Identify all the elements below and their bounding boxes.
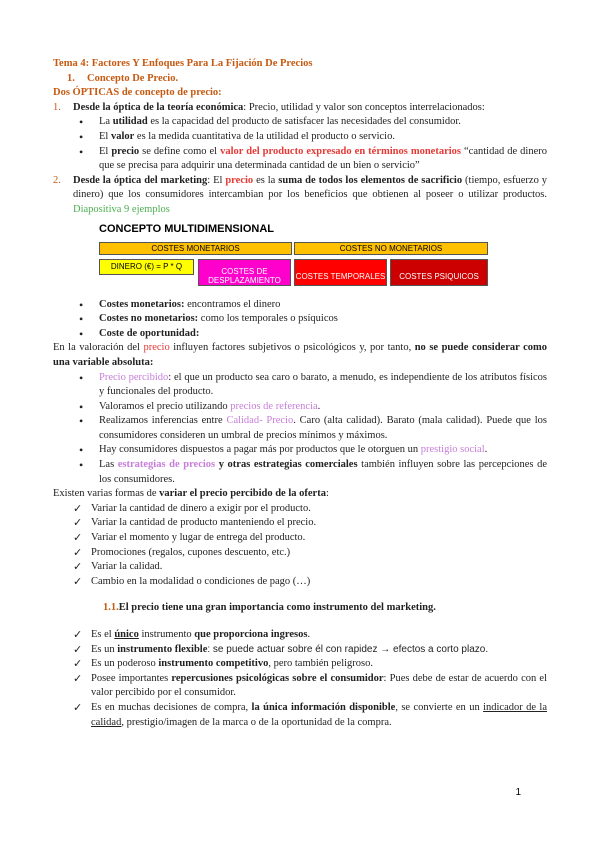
formas-intro: Existen varias formas de variar el precio percibido de la oferta:: [53, 488, 329, 500]
list-item: ✓ Promociones (regalos, cupones descuento, etc.): [53, 546, 547, 561]
costes-no-monetarios-box: COSTES NO MONETARIOS: [294, 242, 488, 255]
list-item: • Realizamos inferencias entre Calidad- Precio. Caro (alta calidad). Barato (mala calidad). Puede que los consumidores consideren un umbral de precios mínimos y máximos.: [53, 414, 547, 443]
list-item: ✓ Variar la cantidad de dinero a exigir por el producto.: [53, 502, 547, 517]
list-item: ✓ Variar la calidad.: [53, 560, 547, 575]
dos-opticas-heading: Dos ÓPTICAS de concepto de precio:: [53, 87, 222, 99]
list-item: • Coste de oportunidad:: [53, 327, 547, 342]
list-item: ✓ Posee importantes repercusiones psicológicas sobre el consumidor: Pues debe de estar de acuerdo con el valor percibido por el consumidor.: [53, 672, 547, 701]
costes-temporales-box: COSTES TEMPORALES: [294, 259, 387, 286]
dinero-box: DINERO (€) = P * Q: [99, 259, 194, 275]
list-item: • El precio se define como el valor del producto expresado en términos monetarios “cantidad de dinero que se precisa para adquirir una determinada cantidad de un bien o servicio”: [53, 145, 547, 174]
list-item: • Las estrategias de precios y otras estrategias comerciales también influyen sobre las percepciones de los consumidores.: [53, 458, 547, 487]
list-item: ✓ Variar el momento y lugar de entrega del producto.: [53, 531, 547, 546]
percibido-bullets: [53, 371, 547, 488]
document-page: [53, 57, 547, 730]
importancia-checklist: [53, 628, 547, 730]
costes-bullets: [53, 298, 547, 342]
formas-checklist: [53, 502, 547, 590]
list-item: ✓ Es un poderoso instrumento competitivo, pero también peligroso.: [53, 657, 547, 672]
optica-economica: 1. Desde la óptica de la teoría económica: Precio, utilidad y valor son conceptos interrelacionados:: [53, 101, 485, 113]
economica-bullets: [53, 115, 547, 173]
costes-psiquicos-box: COSTES PSIQUICOS: [390, 259, 488, 286]
diapositiva-note: Diapositiva 9 ejemplos: [73, 203, 170, 215]
list-item: • El valor es la medida cuantitativa de la utilidad el producto o servicio.: [53, 130, 547, 145]
list-item: • Hay consumidores dispuestos a pagar más por productos que le otorguen un prestigio social.: [53, 443, 547, 458]
list-item: ✓ Es un instrumento flexible: se puede actuar sobre él con rapidez → efectos a corto plazo.: [53, 643, 547, 658]
concepto-multidimensional-diagram: [53, 222, 547, 292]
page-number: 1: [515, 787, 521, 798]
list-item: • Valoramos el precio utilizando precios de referencia.: [53, 400, 547, 415]
costes-desplazamiento-box: COSTES DE DESPLAZAMIENTO: [198, 259, 291, 286]
list-item: • Costes no monetarios: como los temporales o psíquicos: [53, 312, 547, 327]
optica-marketing: 2. Desde la óptica del marketing: El precio es la suma de todos los elementos de sacrificio (tiempo, esfuerzo y dinero) que los consumidores intercambian por los beneficios que obtienen al poseer o utilizar productos. Diapositiva 9 ejemplos: [53, 174, 547, 215]
diagram-title: CONCEPTO MULTIDIMENSIONAL: [99, 222, 274, 235]
list-item: ✓ Variar la cantidad de producto manteniendo el precio.: [53, 516, 547, 531]
costes-monetarios-box: COSTES MONETARIOS: [99, 242, 292, 255]
list-item: • Precio percibido: el que un producto sea caro o barato, a menudo, es independiente de los atributos físicos y funcionales del producto.: [53, 371, 547, 400]
doc-title: Tema 4: Factores Y Enfoques Para La Fijación De Precios: [53, 58, 313, 69]
list-item: • La utilidad es la capacidad del producto de satisfacer las necesidades del consumidor.: [53, 115, 547, 130]
list-item: ✓ Es el único instrumento que proporciona ingresos.: [53, 628, 547, 643]
list-item: ✓ Cambio en la modalidad o condiciones de pago (…): [53, 575, 547, 590]
section-heading-1: 1. Concepto De Precio.: [67, 72, 179, 84]
list-item: • Costes monetarios: encontramos el dinero: [53, 298, 547, 313]
valoracion-paragraph: En la valoración del precio influyen factores subjetivos o psicológicos y, por tanto, no se puede considerar como una variable absoluta:: [53, 342, 548, 368]
list-item: ✓ Es en muchas decisiones de compra, la única información disponible, se convierte en un indicador de la calidad, prestigio/imagen de la marca o de la oportunidad de la compra.: [53, 701, 547, 730]
section-heading-1-1: 1.1.El precio tiene una gran importancia como instrumento del marketing.: [103, 602, 436, 614]
